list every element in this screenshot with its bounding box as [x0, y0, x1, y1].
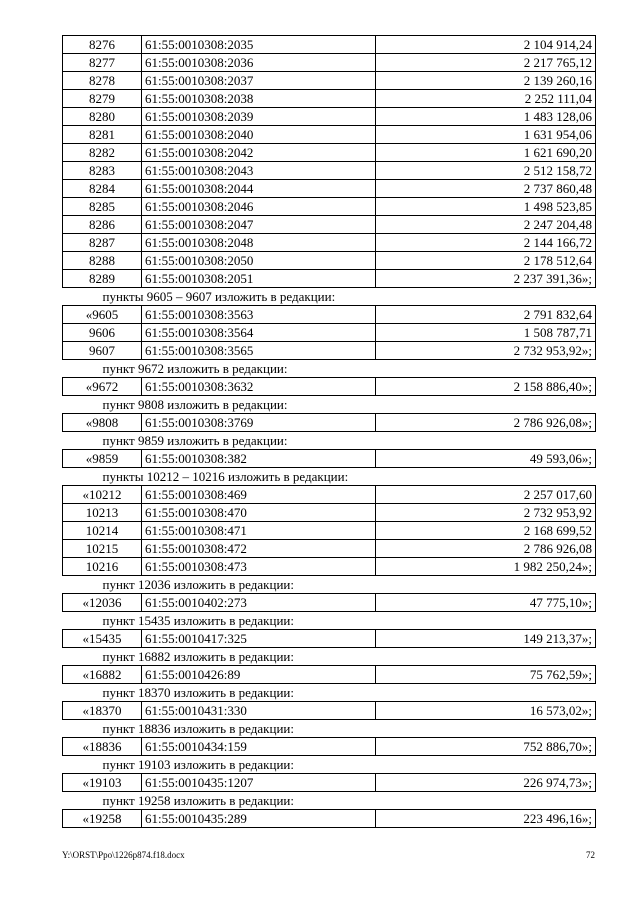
item-number: 9606 [63, 324, 142, 342]
table-row [63, 774, 596, 792]
amendment-instruction: пункт 16882 изложить в редакции: [102, 649, 294, 664]
cadastral-value: 2 252 111,04 [376, 90, 596, 108]
table-row [63, 144, 596, 162]
cadastral-number: 61:55:0010308:470 [142, 504, 376, 522]
amendment-instruction-row [63, 396, 596, 414]
table-row [63, 108, 596, 126]
item-number: «9605 [63, 306, 142, 324]
amendment-instruction: пункт 9672 изложить в редакции: [102, 361, 288, 376]
cadastral-number: 61:55:0010308:2051 [142, 270, 376, 288]
cadastral-value: 2 139 260,16 [376, 72, 596, 90]
cadastral-number: 61:55:0010308:382 [142, 450, 376, 468]
cadastral-value: 2 512 158,72 [376, 162, 596, 180]
table-row [63, 378, 596, 396]
cadastral-number: 61:55:0010308:2035 [142, 36, 376, 54]
cadastral-value: 2 257 017,60 [376, 486, 596, 504]
table-row [63, 306, 596, 324]
cadastral-value: 1 498 523,85 [376, 198, 596, 216]
cadastral-value: 2 737 860,48 [376, 180, 596, 198]
table-row [63, 810, 596, 828]
cadastral-value: 2 168 699,52 [376, 522, 596, 540]
cadastral-number: 61:55:0010431:330 [142, 702, 376, 720]
cadastral-number: 61:55:0010308:2044 [142, 180, 376, 198]
cadastral-value: 149 213,37»; [376, 630, 596, 648]
cadastral-value: 223 496,16»; [376, 810, 596, 828]
document-body [62, 35, 595, 828]
cadastral-number: 61:55:0010308:2048 [142, 234, 376, 252]
amendment-instruction: пункты 10212 – 10216 изложить в редакции: [102, 469, 349, 484]
table-row [63, 738, 596, 756]
table-row [63, 414, 596, 432]
item-number: «19103 [63, 774, 142, 792]
amendment-instruction-row [63, 720, 596, 738]
item-number: 8281 [63, 126, 142, 144]
table-row [63, 162, 596, 180]
cadastral-value: 1 982 250,24»; [376, 558, 596, 576]
cadastral-value: 226 974,73»; [376, 774, 596, 792]
table-row [63, 324, 596, 342]
amendment-instruction: пункт 15435 изложить в редакции: [102, 613, 294, 628]
table-row [63, 72, 596, 90]
cadastral-value: 2 104 914,24 [376, 36, 596, 54]
cadastral-value: 2 786 926,08 [376, 540, 596, 558]
cadastral-number: 61:55:0010308:3565 [142, 342, 376, 360]
cadastral-number: 61:55:0010308:2037 [142, 72, 376, 90]
cadastral-number: 61:55:0010308:2040 [142, 126, 376, 144]
amendment-instruction: пункт 12036 изложить в редакции: [102, 577, 294, 592]
cadastral-number: 61:55:0010308:473 [142, 558, 376, 576]
cadastral-number: 61:55:0010308:2046 [142, 198, 376, 216]
amendment-instruction-row [63, 684, 596, 702]
cadastral-number: 61:55:0010417:325 [142, 630, 376, 648]
table-body [63, 36, 596, 828]
item-number: «16882 [63, 666, 142, 684]
item-number: 10216 [63, 558, 142, 576]
table-row [63, 558, 596, 576]
item-number: «15435 [63, 630, 142, 648]
amendment-instruction: пункт 9808 изложить в редакции: [102, 397, 288, 412]
item-number: «10212 [63, 486, 142, 504]
cadastral-value: 2 732 953,92»; [376, 342, 596, 360]
table-row [63, 594, 596, 612]
page-number: 72 [586, 850, 595, 860]
table-row [63, 630, 596, 648]
amendment-instruction-row [63, 648, 596, 666]
item-number: 8289 [63, 270, 142, 288]
item-number: 8280 [63, 108, 142, 126]
item-number: 8283 [63, 162, 142, 180]
amendment-instruction-row [63, 432, 596, 450]
table-row [63, 270, 596, 288]
item-number: 8282 [63, 144, 142, 162]
table-row [63, 540, 596, 558]
item-number: 10215 [63, 540, 142, 558]
cadastral-value-table [62, 35, 596, 828]
cadastral-number: 61:55:0010308:2050 [142, 252, 376, 270]
table-row [63, 450, 596, 468]
file-path: Y:\ORST\Ppo\1226p874.f18.docx [62, 850, 185, 860]
cadastral-value: 2 217 765,12 [376, 54, 596, 72]
cadastral-number: 61:55:0010308:2043 [142, 162, 376, 180]
cadastral-number: 61:55:0010308:469 [142, 486, 376, 504]
item-number: «18836 [63, 738, 142, 756]
cadastral-number: 61:55:0010308:2039 [142, 108, 376, 126]
item-number: «12036 [63, 594, 142, 612]
cadastral-value: 75 762,59»; [376, 666, 596, 684]
cadastral-number: 61:55:0010308:472 [142, 540, 376, 558]
table-row [63, 126, 596, 144]
item-number: 10213 [63, 504, 142, 522]
cadastral-value: 752 886,70»; [376, 738, 596, 756]
cadastral-number: 61:55:0010402:273 [142, 594, 376, 612]
amendment-instruction-row [63, 468, 596, 486]
amendment-instruction: пункт 9859 изложить в редакции: [102, 433, 288, 448]
cadastral-value: 1 631 954,06 [376, 126, 596, 144]
cadastral-value: 1 621 690,20 [376, 144, 596, 162]
amendment-instruction: пункт 18370 изложить в редакции: [102, 685, 294, 700]
item-number: «9808 [63, 414, 142, 432]
table-row [63, 36, 596, 54]
cadastral-value: 2 786 926,08»; [376, 414, 596, 432]
item-number: 8279 [63, 90, 142, 108]
cadastral-value: 2 144 166,72 [376, 234, 596, 252]
amendment-instruction-row [63, 792, 596, 810]
item-number: 8285 [63, 198, 142, 216]
item-number: 9607 [63, 342, 142, 360]
cadastral-number: 61:55:0010308:2036 [142, 54, 376, 72]
cadastral-number: 61:55:0010434:159 [142, 738, 376, 756]
item-number: 8278 [63, 72, 142, 90]
cadastral-value: 2 237 391,36»; [376, 270, 596, 288]
cadastral-number: 61:55:0010308:2047 [142, 216, 376, 234]
amendment-instruction-row [63, 612, 596, 630]
amendment-instruction: пункты 9605 – 9607 изложить в редакции: [102, 289, 336, 304]
table-row [63, 702, 596, 720]
item-number: 8284 [63, 180, 142, 198]
amendment-instruction-row [63, 288, 596, 306]
item-number: «9859 [63, 450, 142, 468]
table-row [63, 342, 596, 360]
item-number: 10214 [63, 522, 142, 540]
table-row [63, 252, 596, 270]
cadastral-number: 61:55:0010308:471 [142, 522, 376, 540]
cadastral-value: 2 178 512,64 [376, 252, 596, 270]
cadastral-number: 61:55:0010308:3632 [142, 378, 376, 396]
amendment-instruction-row [63, 576, 596, 594]
cadastral-number: 61:55:0010308:3563 [142, 306, 376, 324]
item-number: «9672 [63, 378, 142, 396]
cadastral-value: 2 247 204,48 [376, 216, 596, 234]
item-number: 8276 [63, 36, 142, 54]
item-number: 8288 [63, 252, 142, 270]
cadastral-value: 1 483 128,06 [376, 108, 596, 126]
cadastral-number: 61:55:0010435:289 [142, 810, 376, 828]
cadastral-number: 61:55:0010308:3769 [142, 414, 376, 432]
table-row [63, 234, 596, 252]
cadastral-number: 61:55:0010426:89 [142, 666, 376, 684]
table-row [63, 180, 596, 198]
cadastral-number: 61:55:0010308:3564 [142, 324, 376, 342]
table-row [63, 504, 596, 522]
cadastral-value: 47 775,10»; [376, 594, 596, 612]
cadastral-number: 61:55:0010308:2038 [142, 90, 376, 108]
item-number: «18370 [63, 702, 142, 720]
cadastral-value: 2 158 886,40»; [376, 378, 596, 396]
item-number: 8286 [63, 216, 142, 234]
item-number: 8277 [63, 54, 142, 72]
cadastral-value: 16 573,02»; [376, 702, 596, 720]
table-row [63, 486, 596, 504]
table-row [63, 90, 596, 108]
amendment-instruction: пункт 19103 изложить в редакции: [102, 757, 294, 772]
amendment-instruction: пункт 18836 изложить в редакции: [102, 721, 294, 736]
table-row [63, 198, 596, 216]
cadastral-value: 1 508 787,71 [376, 324, 596, 342]
table-row [63, 522, 596, 540]
item-number: 8287 [63, 234, 142, 252]
cadastral-value: 49 593,06»; [376, 450, 596, 468]
amendment-instruction-row [63, 360, 596, 378]
table-row [63, 666, 596, 684]
table-row [63, 54, 596, 72]
cadastral-number: 61:55:0010308:2042 [142, 144, 376, 162]
amendment-instruction-row [63, 756, 596, 774]
cadastral-value: 2 791 832,64 [376, 306, 596, 324]
amendment-instruction: пункт 19258 изложить в редакции: [102, 793, 294, 808]
table-row [63, 216, 596, 234]
cadastral-number: 61:55:0010435:1207 [142, 774, 376, 792]
item-number: «19258 [63, 810, 142, 828]
cadastral-value: 2 732 953,92 [376, 504, 596, 522]
